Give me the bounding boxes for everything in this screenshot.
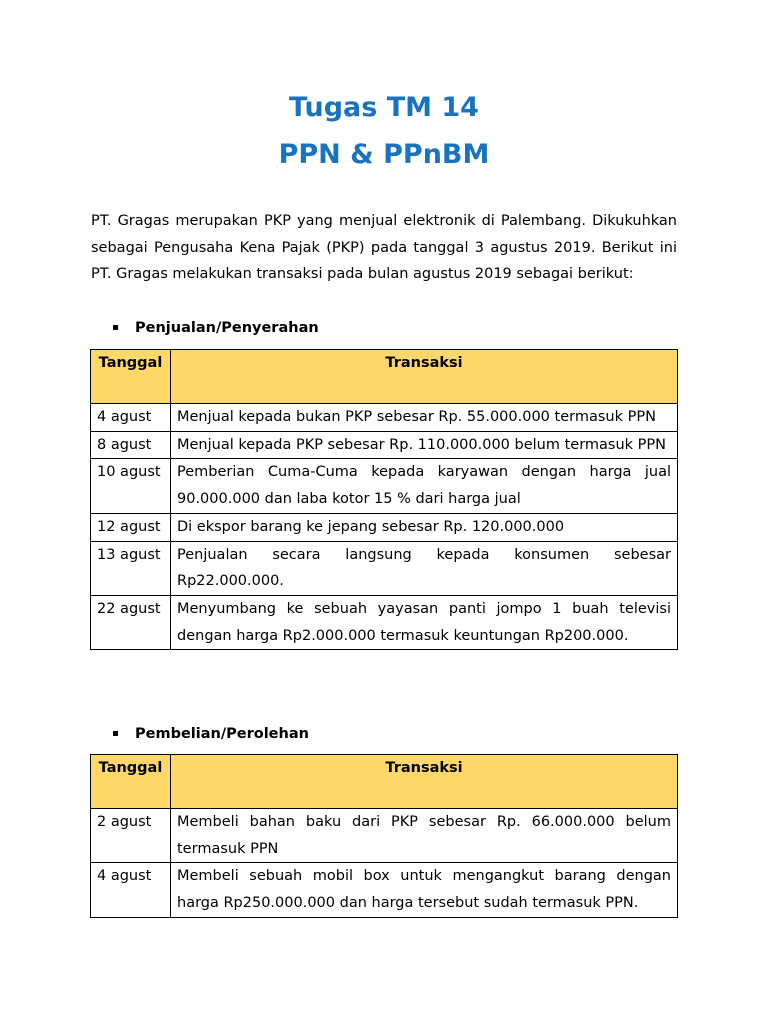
- col-header-transaction: Transaksi: [171, 755, 678, 809]
- date-cell: 8 agust: [91, 431, 171, 459]
- transaction-cell: Membeli sebuah mobil box untuk mengangkut barang dengan harga Rp250.000.000 dan harga tersebut sudah termasuk PPN.: [171, 863, 678, 917]
- col-header-date: Tanggal: [91, 755, 171, 809]
- bullet-icon: [113, 325, 118, 330]
- page-title: Tugas TM 14: [289, 92, 479, 123]
- table-row: [91, 541, 678, 595]
- transaction-cell: Menyumbang ke sebuah yayasan panti jompo 1 buah televisi dengan harga Rp2.000.000 termasuk keuntungan Rp200.000.: [171, 595, 678, 649]
- date-cell: 12 agust: [91, 513, 171, 541]
- date-cell: 10 agust: [91, 459, 171, 513]
- transaction-cell: Pemberian Cuma-Cuma kepada karyawan dengan harga jual 90.000.000 dan laba kotor 15 % dari harga jual: [171, 459, 678, 513]
- col-header-transaction: Transaksi: [171, 350, 678, 404]
- transaction-cell: Membeli bahan baku dari PKP sebesar Rp. 66.000.000 belum termasuk PPN: [171, 809, 678, 863]
- intro-paragraph: PT. Gragas merupakan PKP yang menjual elektronik di Palembang. Dikukuhkan sebagai Pengusaha Kena Pajak (PKP) pada tanggal 3 agustus 2019. Berikut ini PT. Gragas melakukan transaksi pada bulan agustus 2019 sebagai berikut:: [91, 213, 677, 283]
- purchases-table: [90, 754, 678, 918]
- page-subtitle: PPN & PPnBM: [278, 139, 490, 170]
- sales-table: [90, 349, 678, 650]
- transaction-cell: Menjual kepada PKP sebesar Rp. 110.000.000 belum termasuk PPN: [171, 431, 678, 459]
- transaction-cell: Di ekspor barang ke jepang sebesar Rp. 120.000.000: [171, 513, 678, 541]
- table-row: [91, 595, 678, 649]
- bullet-icon: [113, 731, 118, 736]
- date-cell: 22 agust: [91, 595, 171, 649]
- date-cell: 13 agust: [91, 541, 171, 595]
- col-header-date: Tanggal: [91, 350, 171, 404]
- section-purchases-heading: [113, 726, 309, 742]
- table-row: [91, 431, 678, 459]
- transaction-cell: Menjual kepada bukan PKP sebesar Rp. 55.000.000 termasuk PPN: [171, 404, 678, 432]
- section-sales-label: Penjualan/Penyerahan: [135, 320, 319, 336]
- section-sales-heading: [113, 320, 319, 336]
- table-row: [91, 809, 678, 863]
- table-row: [91, 404, 678, 432]
- section-purchases-label: Pembelian/Perolehan: [135, 726, 309, 742]
- date-cell: 4 agust: [91, 404, 171, 432]
- table-row: [91, 863, 678, 917]
- date-cell: 4 agust: [91, 863, 171, 917]
- table-row: [91, 513, 678, 541]
- date-cell: 2 agust: [91, 809, 171, 863]
- transaction-cell: Penjualan secara langsung kepada konsumen sebesar Rp22.000.000.: [171, 541, 678, 595]
- table-row: [91, 459, 678, 513]
